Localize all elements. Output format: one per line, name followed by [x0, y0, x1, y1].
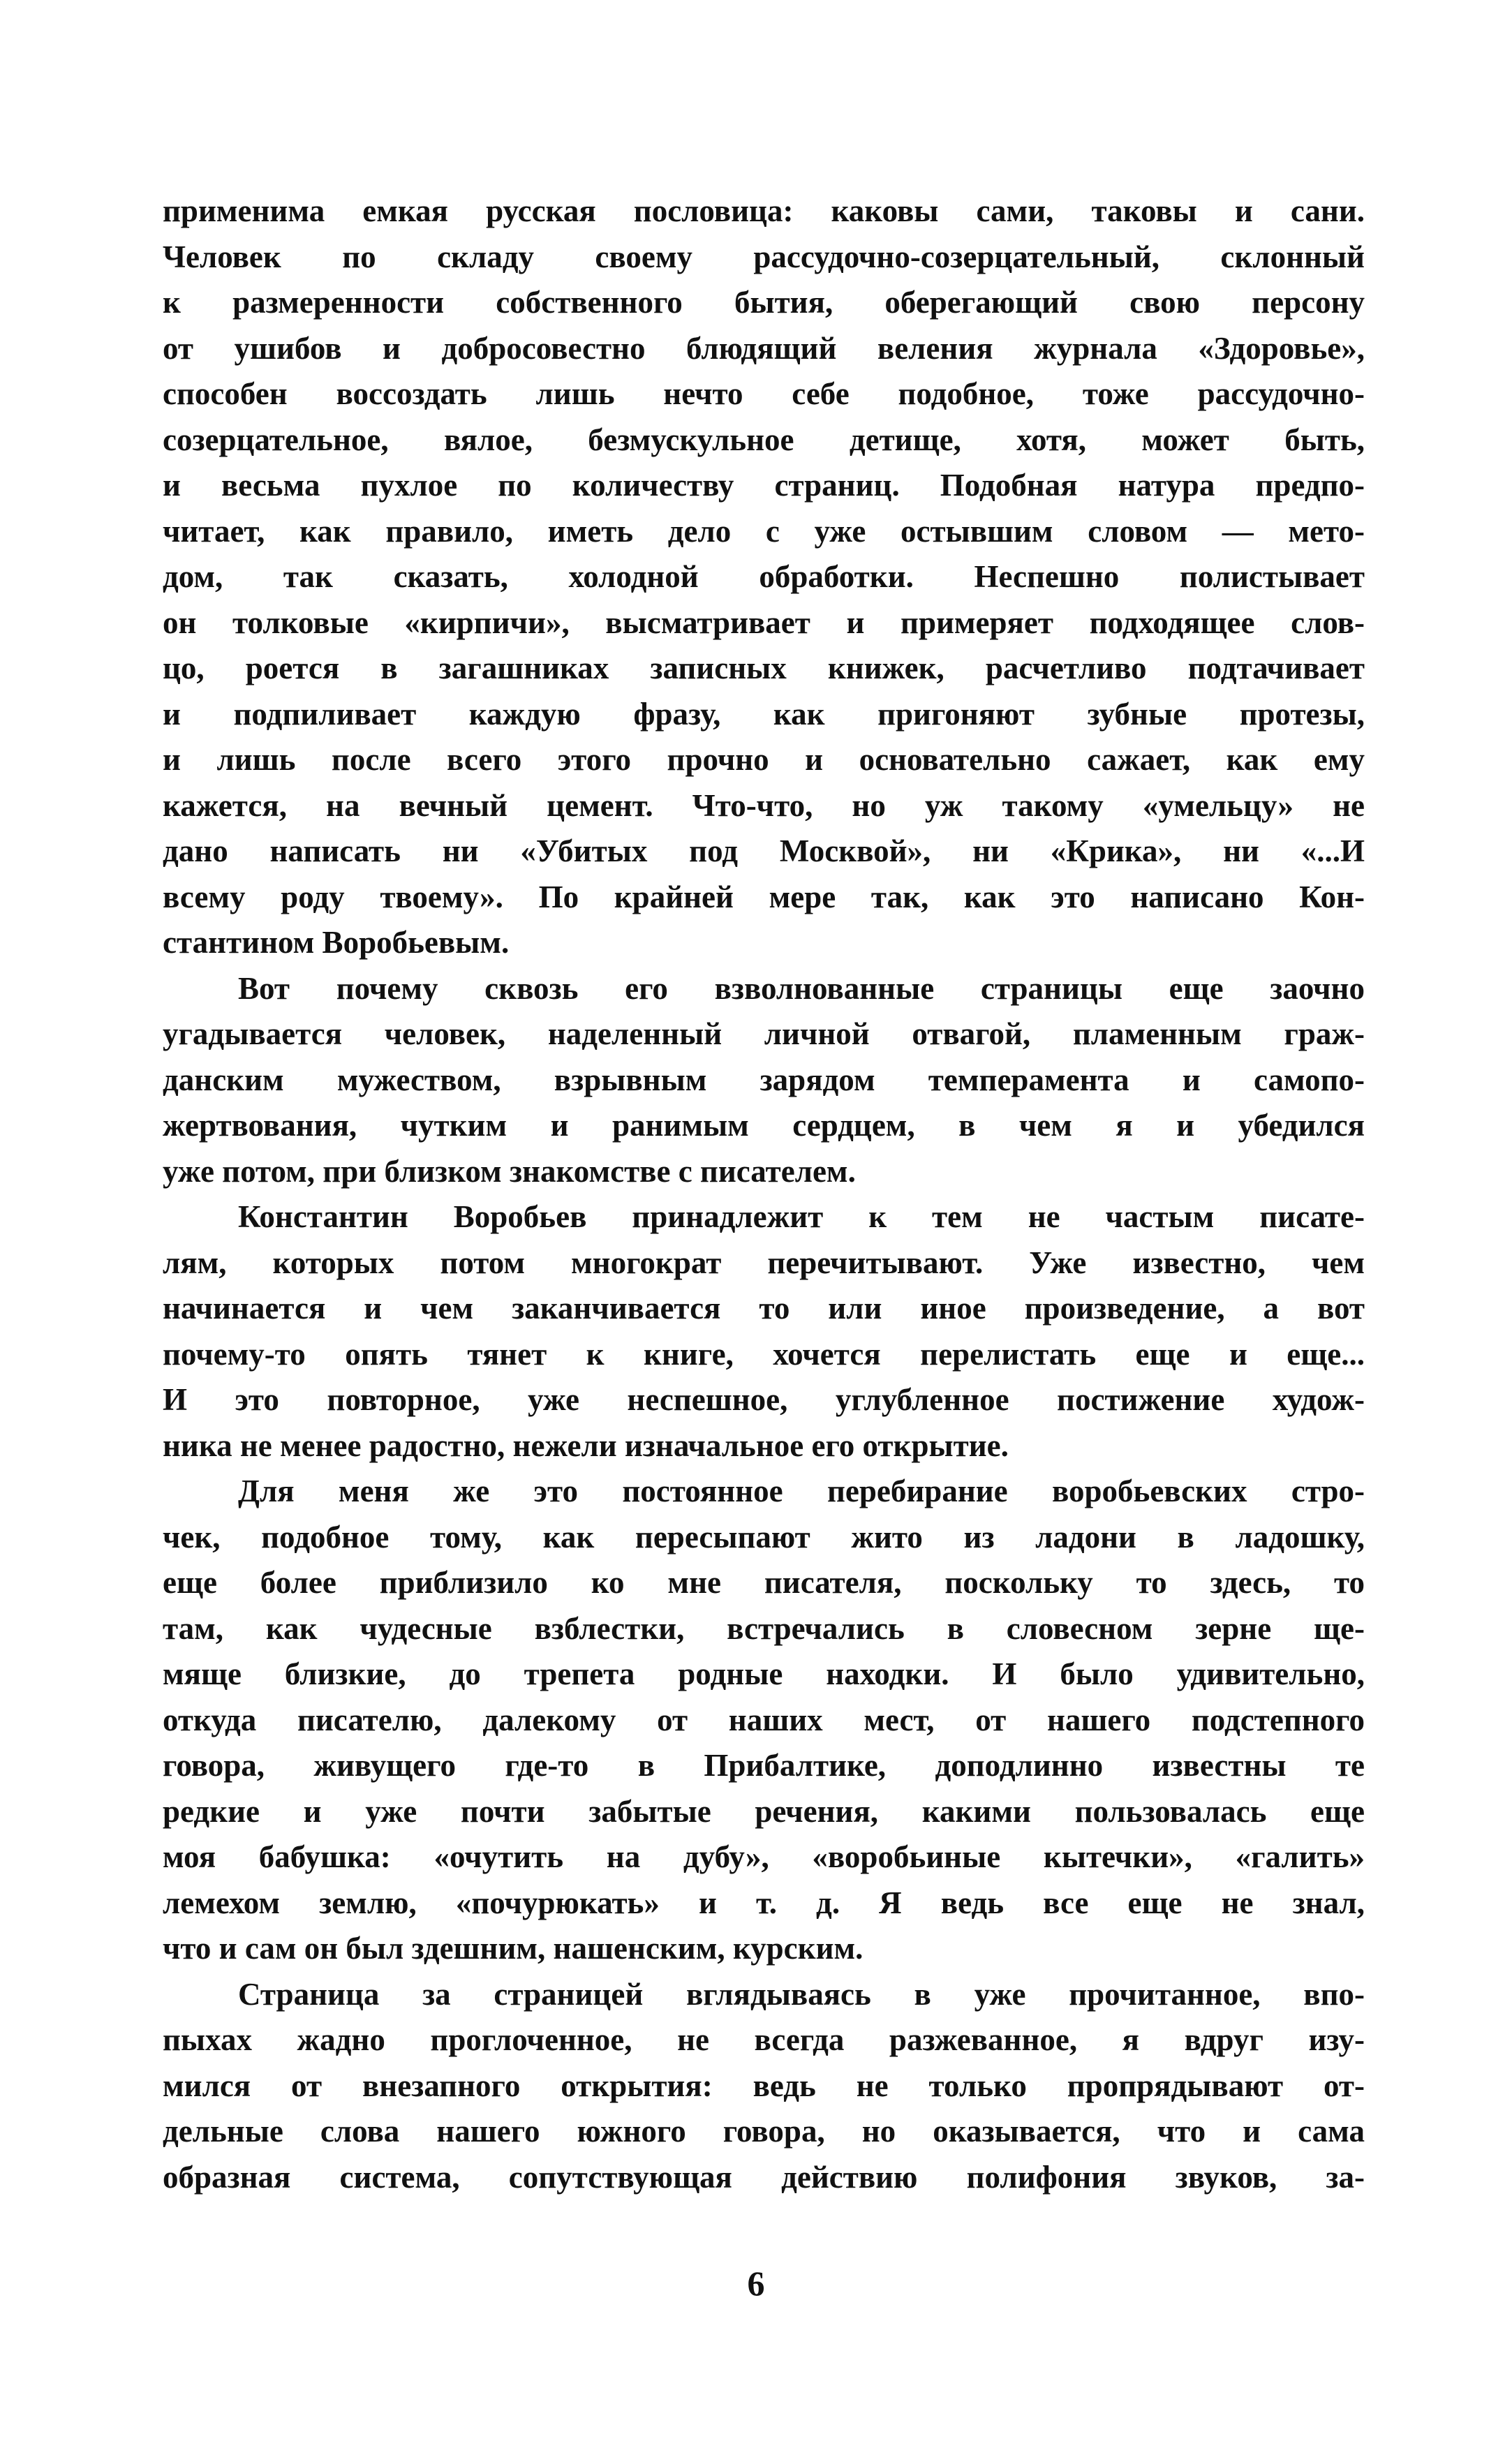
- text-line: дельные слова нашего южного говора, но оказывается, что и сама: [163, 2114, 1365, 2149]
- text-line: еще более приблизило ко мне писателя, поскольку то здесь, то: [163, 1565, 1365, 1600]
- text-line: Страница за страницей вглядываясь в уже прочитанное, впо-: [238, 1976, 1365, 2012]
- text-line: мяще близкие, до трепета родные находки. И было удивительно,: [163, 1656, 1365, 1691]
- text-line: и подпиливает каждую фразу, как пригоняют зубные протезы,: [163, 696, 1365, 732]
- text-line: Вот почему сквозь его взволнованные страницы еще заочно: [238, 970, 1365, 1006]
- text-line: лемехом землю, «почурюкать» и т. д. Я ведь все еще не знал,: [163, 1885, 1365, 1920]
- paragraph: [163, 1194, 1365, 1469]
- text-line: созерцательное, вялое, безмускульное детище, хотя, может быть,: [163, 422, 1365, 457]
- text-line: применима емкая русская пословица: каковы сами, таковы и сани.: [163, 193, 1365, 228]
- text-line: и весьма пухлое по количеству страниц. Подобная натура предпо-: [163, 468, 1365, 503]
- text-line: ника не менее радостно, нежели изначальное его открытие.: [163, 1427, 1009, 1463]
- page-number: 6: [747, 2264, 765, 2303]
- text-line: начинается и чем заканчивается то или иное произведение, а вот: [163, 1291, 1365, 1326]
- text-line: дом, так сказать, холодной обработки. Неспешно полистывает: [163, 559, 1365, 594]
- text-line: Человек по складу своему рассудочно-созерцательный, склонный: [163, 239, 1365, 274]
- text-line: Для меня же это постоянное перебирание воробьевских стро-: [238, 1474, 1365, 1508]
- text-line: уже потом, при близком знакомстве с писателем.: [163, 1153, 856, 1189]
- text-line: редкие и уже почти забытые речения, какими пользовалась еще: [163, 1793, 1365, 1829]
- text-line: стантином Воробьевым.: [163, 925, 510, 960]
- text-line: что и сам он был здешним, нашенским, курским.: [163, 1931, 864, 1966]
- text-line: откуда писателю, далекому от наших мест, от нашего подстепного: [163, 1702, 1365, 1737]
- paragraph: [163, 188, 1365, 966]
- text-line: к размеренности собственного бытия, оберегающий свою персону: [163, 285, 1365, 320]
- text-line: там, как чудесные взблестки, встречались в словесном зерне щe-: [163, 1610, 1365, 1646]
- paragraph: [163, 966, 1365, 1195]
- text-line: всему роду твоему». По крайней мере так, как это написано Кон-: [163, 879, 1365, 914]
- text-line: читает, как правило, иметь дело с уже остывшим словом — мето-: [163, 513, 1365, 549]
- text-line: чек, подобное тому, как пересыпают жито из ладони в ладошку,: [163, 1519, 1365, 1555]
- text-line: кажется, на вечный цемент. Что-что, но уж такому «умельцу» не: [163, 787, 1365, 823]
- text-line: мился от внезапного открытия: ведь не только пропрядывают от-: [163, 2068, 1365, 2103]
- text-line: образная система, сопутствующая действию полифония звуков, за-: [163, 2159, 1365, 2195]
- text-line: пыхах жадно проглоченное, не всегда разжеванное, я вдруг изу-: [163, 2022, 1365, 2057]
- text-line: угадывается человек, наделенный личной отвагой, пламенным граж-: [163, 1016, 1365, 1051]
- text-line: говора, живущего где-то в Прибалтике, доподлинно известны те: [163, 1748, 1365, 1783]
- text-line: он толковые «кирпичи», высматривает и примеряет подходящее слов-: [163, 604, 1365, 640]
- text-line: и лишь после всего этого прочно и основательно сажает, как ему: [163, 742, 1365, 777]
- body-text: [163, 188, 1365, 2200]
- paragraph: [163, 1972, 1365, 2201]
- text-line: от ушибов и добросовестно блюдящий веления журнала «Здоровье»,: [163, 330, 1365, 366]
- text-line: дано написать ни «Убитых под Москвой», ни «Крика», ни «...И: [163, 833, 1365, 868]
- text-line: цо, роется в загашниках записных книжек, расчетливо подтачивает: [163, 651, 1365, 685]
- text-line: лям, которых потом многократ перечитывают. Уже известно, чем: [163, 1245, 1365, 1280]
- text-line: Константин Воробьев принадлежит к тем не частым писате-: [238, 1199, 1365, 1234]
- paragraph: [163, 1469, 1365, 1972]
- text-line: данским мужеством, взрывным зарядом темперамента и самопо-: [163, 1062, 1365, 1097]
- text-line: жертвования, чутким и ранимым сердцем, в чем я и убедился: [163, 1108, 1365, 1143]
- text-line: почему-то опять тянет к книге, хочется перелистать еще и еще...: [163, 1336, 1365, 1372]
- text-line: И это повторное, уже неспешное, углубленное постижение худож-: [163, 1382, 1365, 1417]
- text-line: способен воссоздать лишь нечто себе подобное, тоже рассудочно-: [163, 376, 1365, 411]
- text-line: моя бабушка: «очутить на дубу», «воробьиные кытечки», «галить»: [163, 1839, 1365, 1874]
